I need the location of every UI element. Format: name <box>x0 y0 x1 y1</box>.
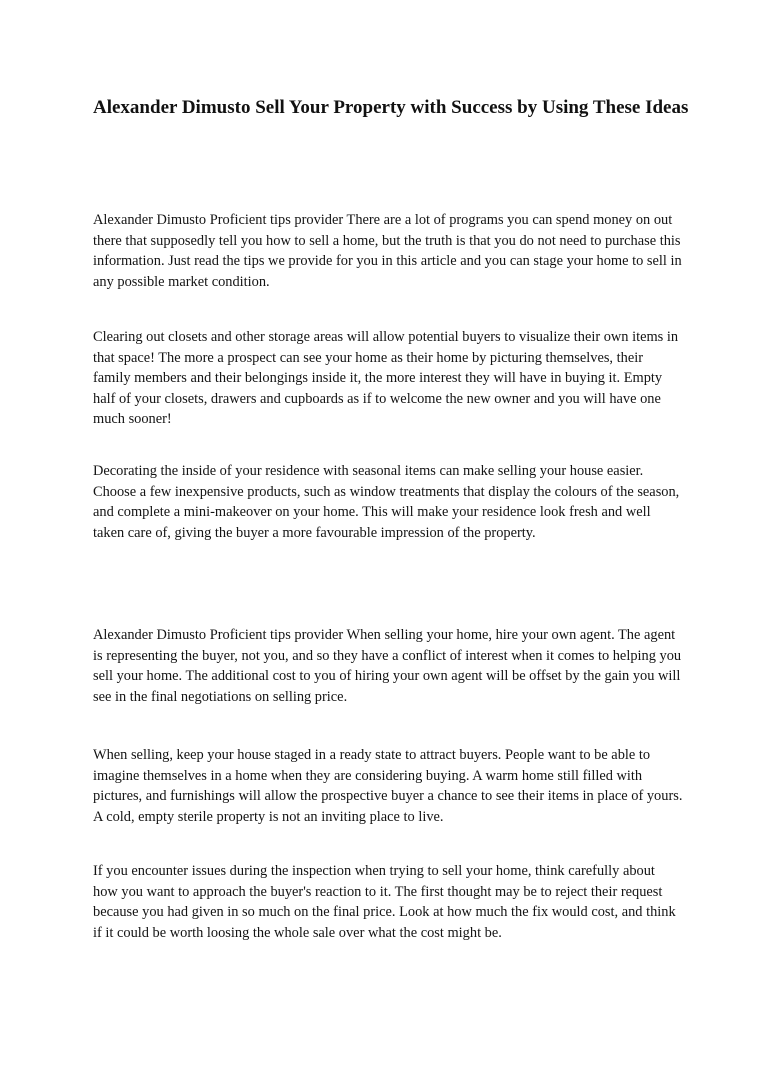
paragraph-1: Alexander Dimusto Proficient tips provider There are a lot of programs you can spend money on out there that supposedly tell you how to sell a home, but the truth is that you do not need to purchase this information. Just read the tips we provide for you in this article and you can stage your home to sell in any possible market condition. <box>93 212 682 290</box>
paragraph-2: Clearing out closets and other storage areas will allow potential buyers to visualize their own items in that space! The more a prospect can see your home as their home by picturing themselves, their family members and their belongings inside it, the more interest they will have in buying it. Empty half of your closets, drawers and cupboards as if to welcome the new owner and you will have one much sooner! <box>93 329 679 428</box>
paragraph-4: Alexander Dimusto Proficient tips provider When selling your home, hire your own agent. The agent is representing the buyer, not you, and so they have a conflict of interest when it comes to helping you sell your home. The additional cost to you of hiring your own agent will be offset by the gain you will see in the final negotiations on selling price. <box>93 627 682 705</box>
paragraph-6: If you encounter issues during the inspection when trying to sell your home, think carefully about how you want to approach the buyer's reaction to it. The first thought may be to reject their request because you had given in so much on the final price. Look at how much the fix would cost, and think if it could be worth loosing the whole sale over what the cost might be. <box>93 863 676 941</box>
document-title: Alexander Dimusto Sell Your Property with Success by Using These Ideas <box>93 97 689 118</box>
paragraph-3: Decorating the inside of your residence with seasonal items can make selling your house easier. Choose a few inexpensive products, such as window treatments that display the colours of the season, and complete a mini-makeover on your home. This will make your residence look fresh and well taken care of, giving the buyer a more favourable impression of the property. <box>93 463 680 541</box>
paragraph-5: When selling, keep your house staged in a ready state to attract buyers. People want to be able to imagine themselves in a home when they are considering buying. A warm home still filled with pictures, and furnishings will allow the prospective buyer a chance to see their items in place of yours. A cold, empty sterile property is not an inviting place to live. <box>93 747 683 825</box>
